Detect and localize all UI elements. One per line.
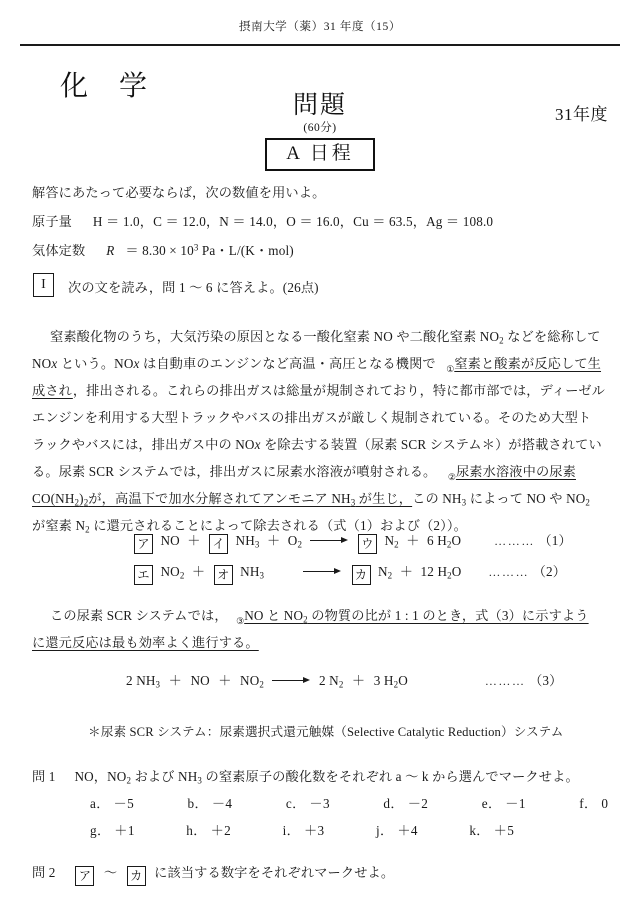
question-1-number: 問 1: [32, 769, 56, 784]
choice-d[interactable]: d． －2: [383, 796, 429, 811]
equation-1-dots: ………: [494, 534, 535, 548]
equation-3-dots: ………: [484, 674, 526, 688]
subject-title: 化 学: [60, 71, 160, 102]
underlined-passage-1: 窒素と酸素が反応して生: [454, 356, 602, 371]
passage2-line-2: [32, 632, 259, 651]
question-2-box-first[interactable]: ア: [75, 866, 94, 886]
passage-line-4: エンジンを利用する大型トラックやバスの排出ガスが厳しく規制されている。そのため大型ト: [32, 410, 592, 425]
answer-box-ka[interactable]: カ: [352, 565, 371, 585]
question-2-tilde: ～: [103, 865, 118, 880]
header-rule: [20, 44, 620, 46]
choice-c[interactable]: c． －3: [285, 796, 330, 811]
passage-line-2: NOx という。NOx は自動車のエンジンなど高温・高圧となる機関で $_①$窒素と酸素が反応して生: [32, 356, 602, 375]
underlined-passage-2: 尿素水溶液中の尿素: [455, 464, 576, 479]
exam-label: 問題: [292, 92, 347, 119]
exam-duration: (60分): [303, 122, 337, 134]
choice-h[interactable]: h． ＋2: [186, 823, 232, 838]
schedule-box-wrap: [0, 138, 640, 171]
passage2-line-1: [50, 605, 589, 627]
section-number-box: I: [33, 273, 54, 297]
underlined-passage-3-cont: に還元反応は最も効率よく進行する。: [32, 635, 259, 650]
choice-f[interactable]: f． 0: [579, 796, 609, 811]
answer-box-e[interactable]: エ: [134, 565, 153, 585]
equation-2: エ $NO_2$ ＋ オ $NH_3$ カ $N_2 + 12$ $H_2O$ ……… （2）: [133, 561, 566, 585]
passage-marker-2: ②: [447, 472, 456, 483]
passage2-prefix: この尿素 SCR システムでは，: [50, 608, 228, 623]
choice-i[interactable]: i． ＋3: [282, 823, 325, 838]
gas-constant-symbol: R: [106, 243, 115, 258]
equation-2-label: （2）: [532, 564, 567, 579]
question-2-number: 問 2: [32, 865, 56, 880]
passage-line-6: る。尿素 SCR システムでは，排出ガスに尿素水溶液が噴射される。 $_②$尿素水溶液中の尿素: [32, 464, 576, 483]
equation-3: 2 $NH_3$ ＋ NO ＋ $NO_2$ 2 $N_2 + 3$ $H_2O$ ……… （3）: [126, 673, 563, 690]
choice-b[interactable]: b． －4: [187, 796, 233, 811]
question-1: [32, 766, 579, 786]
question-1-choices-row-2: [90, 820, 514, 839]
question-2-text: に該当する数字をそれぞれマークせよ。: [154, 865, 395, 880]
atomic-weight-row: [32, 211, 493, 230]
underlined-passage-2-cont: $CO(NH_2)_2$が，高温下で加水分解されてアンモニア $NH_3$ が生じ，: [32, 491, 413, 508]
passage-line-8: が窒素 $N_2$ に還元されることによって除去される（式（1）および（2））。: [32, 518, 467, 535]
passage-marker-1: ①: [446, 364, 455, 375]
gas-constant-label: 気体定数: [32, 243, 86, 258]
instruction-line: 解答にあたって必要ならば，次の数値を用いよ。: [32, 185, 326, 200]
reaction-arrow-1: [310, 536, 350, 544]
section-prompt: 次の文を読み，問 1 ～ 6 に答えよ。(26点): [68, 280, 319, 295]
passage-line-3: 成され，排出される。これらの排出ガスは総量が規制されており，特に都市部では，ディーゼル: [32, 383, 605, 398]
underlined-passage-1-cont: 成され: [32, 383, 73, 398]
running-head: 摂南大学（薬）31 年度（15）: [239, 21, 401, 33]
passage-line-5: ラックやバスには，排出ガス中の NOx を除去する装置（尿素 SCR システム＊）が搭載されてい: [32, 437, 602, 452]
passage-line-7: $CO(NH_2)_2$が，高温下で加水分解されてアンモニア $NH_3$ が生じ，この $NH_3$ によって NO や $NO_2$: [32, 491, 591, 508]
equation-1: ア NO ＋ イ $NH_3 + O_2$ ウ $N_2 + 6$ $H_2O$ ……… （1）: [133, 530, 572, 554]
question-2: [32, 862, 394, 886]
answer-box-i[interactable]: イ: [209, 534, 228, 554]
equation-3-label: （3）: [529, 673, 563, 688]
equation-1-label: （1）: [538, 533, 572, 548]
choice-e[interactable]: e． －1: [481, 796, 526, 811]
gas-constant-value: ＝ $8.30 \times 10^3$ Pa・L/(K・mol): [125, 242, 294, 258]
choice-g[interactable]: g． ＋1: [90, 823, 135, 838]
equation-2-dots: ………: [488, 565, 530, 579]
footnote: ＊尿素 SCR システム：尿素選択式還元触媒（Selective Catalytic Reduction）システム: [88, 725, 564, 739]
reaction-arrow-3: [272, 676, 312, 684]
question-1-choices-row-1: [90, 793, 608, 812]
atomic-weight-values: H ＝ 1.0，C ＝ 12.0，N ＝ 14.0，O ＝ 16.0，Cu ＝ 63.5，Ag ＝ 108.0: [92, 214, 494, 229]
answer-box-o[interactable]: オ: [214, 565, 233, 585]
answer-box-a[interactable]: ア: [134, 534, 153, 554]
choice-j[interactable]: j． ＋4: [375, 823, 418, 838]
schedule-box: A 日程: [265, 138, 374, 171]
choice-a[interactable]: a． －5: [90, 796, 135, 811]
reaction-arrow-2: [303, 567, 343, 575]
exam-title-block: [0, 92, 640, 171]
answer-box-u[interactable]: ウ: [358, 534, 377, 554]
exam-year: 31年度: [555, 105, 608, 124]
passage-marker-3: ③: [236, 616, 245, 627]
choice-k[interactable]: k． ＋5: [469, 823, 515, 838]
gas-constant-row: [32, 240, 294, 259]
underlined-passage-3: NO と $NO_2$ の物質の比が 1 : 1 のとき，式（3）に示すよう: [244, 608, 589, 625]
question-2-box-last[interactable]: カ: [127, 866, 146, 886]
passage-line-1: 窒素酸化物のうち，大気汚染の原因となる一酸化窒素 NO や二酸化窒素 $NO_2$ などを総称して: [50, 329, 601, 346]
question-1-text: NO，$NO_2$ および $NH_3$ の窒素原子の酸化数をそれぞれ a ～ k から選んでマークせよ。: [74, 769, 579, 786]
atomic-weight-label: 原子量: [32, 214, 73, 229]
